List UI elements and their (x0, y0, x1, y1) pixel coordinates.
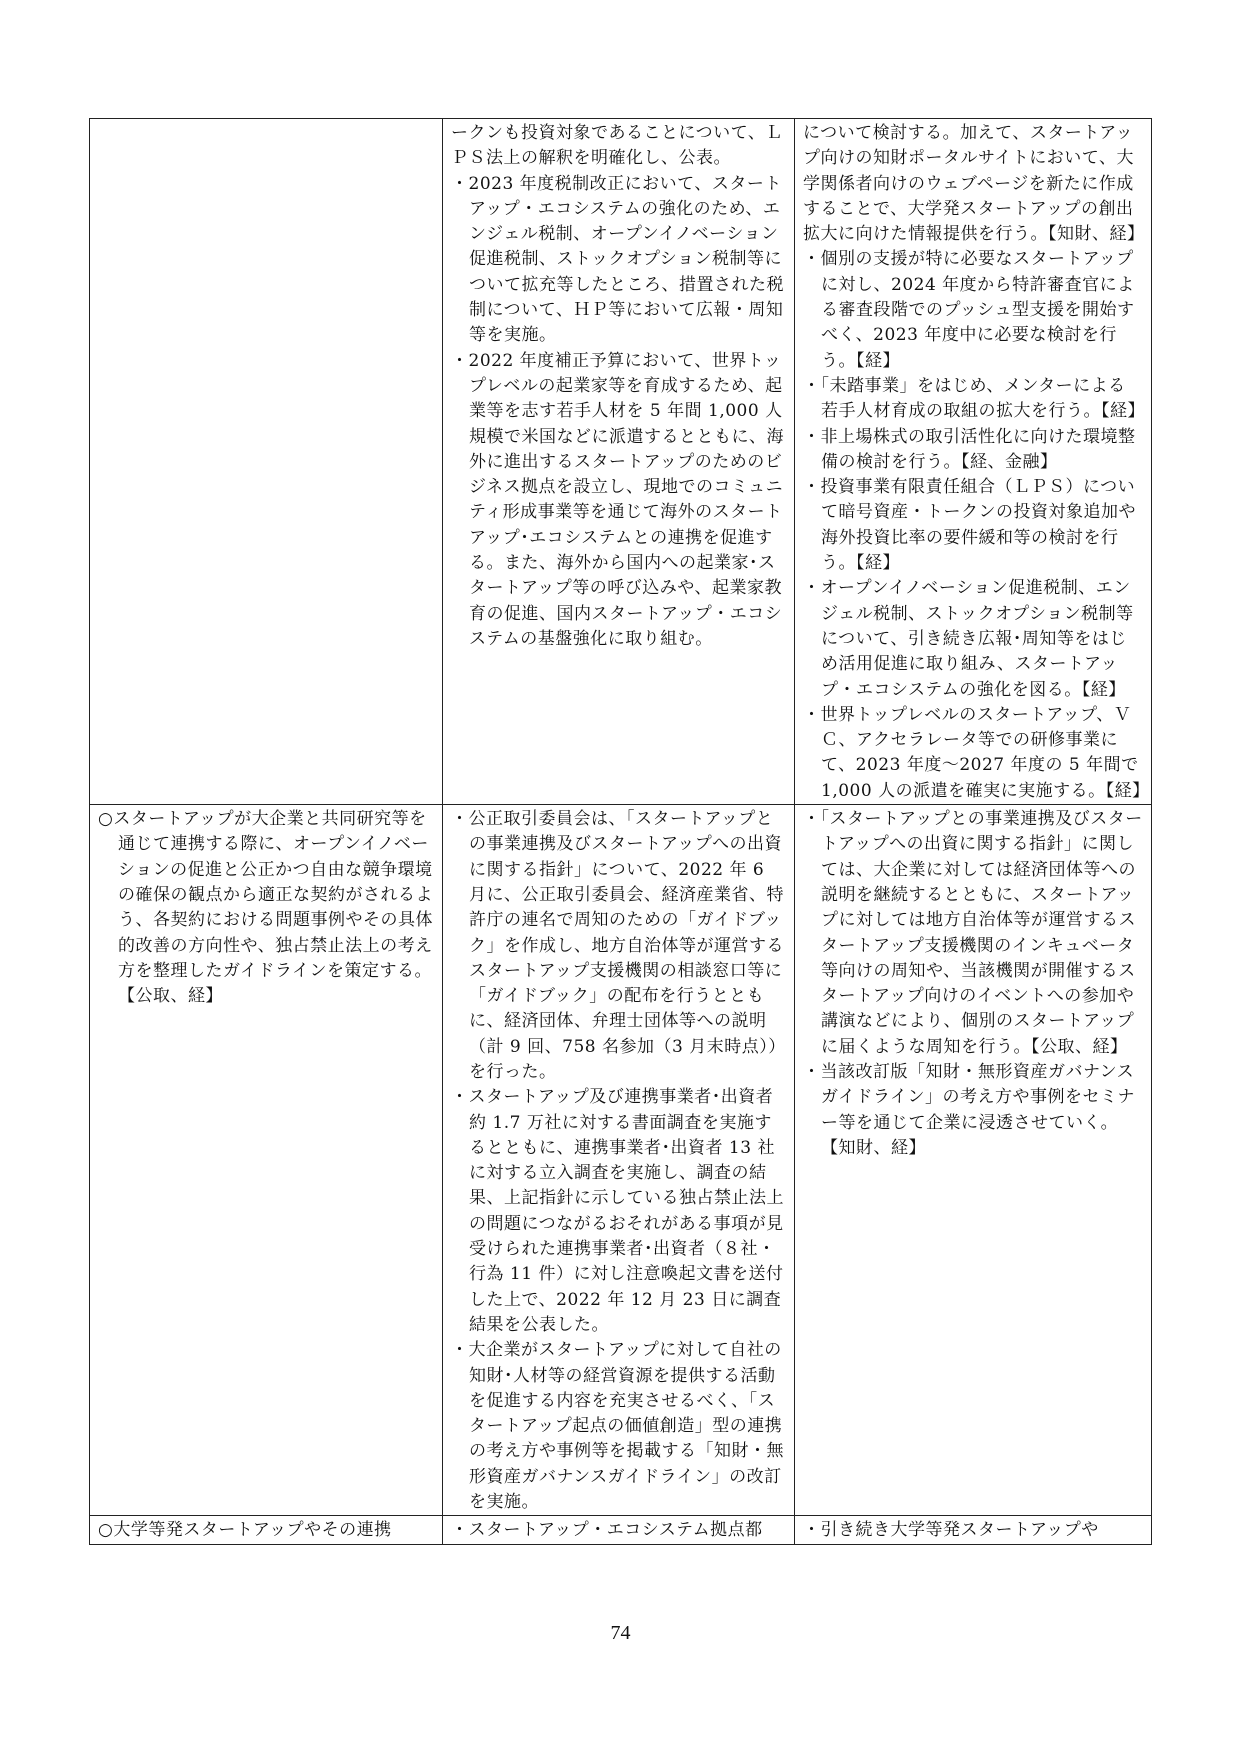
target-item: ○スタートアップが大企業と共同研究等を通じて連携する際に、オープンイノベーションの促進と公正かつ自由な競争環境の確保の観点から適正な契約がされるよう、各契約における問題事例やその具体的改善の方向性や、独占禁止法上の考え方を整理したガイドラインを策定する。【公取、経】 (98, 809, 433, 1007)
list-item: について検討する。加えて、スタートアップ向けの知財ポータルサイトにおいて、大学関係者向けのウェブページを新たに作成することで、大学発スタートアップの創出拡大に向けた情報提供を行う。【知財、経】 (803, 123, 1145, 245)
plan-cell (795, 1516, 1152, 1544)
list-item: ・投資事業有限責任組合（ＬＰＳ）について暗号資産・トークンの投資対象追加や海外投資比率の要件緩和等の検討を行う。【経】 (803, 477, 1136, 574)
list-item: ・「スタートアップとの事業連携及びスタートアップへの出資に関する指針」に関しては、大企業に対しては経済団体等への説明を継続するとともに、スタートアップに対しては地方自治体等が運営するスタートアップ支援機関のインキュベータ等向けの周知や、当該機関が開催するスタートアップ向けのイベントへの参加や講演などにより、個別のスタートアップに届くような周知を行う。【公取、経】 (803, 809, 1143, 1057)
progress-cell (443, 1516, 795, 1544)
progress-cell (443, 805, 795, 1516)
table-row (90, 1516, 1152, 1544)
list-item: ・「未踏事業」をはじめ、メンターによる若手人材育成の取組の拡大を行う。【経】 (803, 375, 1145, 422)
list-item: ・オープンイノベーション促進税制、エンジェル税制、ストックオプション税制等について、引き続き広報･周知等をはじめ活用促進に取り組み、スタートアップ・エコシステムの強化を図る。【経】 (803, 578, 1134, 700)
list-item: ・個別の支援が特に必要なスタートアップに対し、2024 年度から特許審査官による審査段階でのプッシュ型支援を開始すべく、2023 年度中に必要な検討を行う。【経】 (803, 249, 1135, 371)
list-item: ・大企業がスタートアップに対して自社の知財･人材等の経営資源を提供する活動を促進する内容を充実させるべく、「スタートアップ起点の価値創造」型の連携の考え方や事例等を掲載する「知財・無形資産ガバナンスガイドライン」の改訂を実施。 (451, 1340, 784, 1513)
list-item: ・非上場株式の取引活性化に向けた環境整備の検討を行う。【経、金融】 (803, 426, 1136, 472)
target-item: ○大学等発スタートアップやその連携 (98, 1520, 392, 1541)
target-cell (90, 119, 443, 805)
progress-cell (443, 119, 795, 805)
page-number: 74 (610, 1622, 631, 1644)
list-item: ・世界トップレベルのスタートアップ、ＶＣ、アクセラレータ等での研修事業にて、2023 年度～2027 年度の 5 年間で 1,000 人の派遣を確実に実施する。【経】 (803, 704, 1150, 801)
list-item: ・2022 年度補正予算において、世界トップレベルの起業家等を育成するため、起業等を志す若手人材を 5 年間 1,000 人規模で米国などに派遣するとともに、海外に進出するスタートアップのためのビジネス拠点を設立し、現地でのコミュニティ形成事業等を通じて海外のスタートアップ･エコシステムとの連携を促進する。また、海外から国内への起業家･スタートアップ等の呼び込みや、起業家教育の促進、国内スタートアップ・エコシステムの基盤強化に取り組む。 (451, 350, 784, 649)
list-item: ・2023 年度税制改正において、スタートアップ・エコシステムの強化のため、エンジェル税制、オープンイノベーション促進税制、ストックオプション税制等について拡充等したところ、措置された税制について、ＨＰ等において広報・周知等を実施。 (451, 173, 784, 346)
list-item: ・当該改訂版「知財・無形資産ガバナンスガイドライン」の考え方や事例をセミナー等を通じて企業に浸透させていく。【知財、経】 (803, 1061, 1135, 1158)
target-cell (90, 805, 443, 1516)
table-row (90, 805, 1152, 1516)
table-row (90, 119, 1152, 805)
list-item: ・スタートアップ・エコシステム拠点都 (451, 1520, 763, 1541)
target-cell (90, 1516, 443, 1544)
list-item: ・スタートアップ及び連携事業者･出資者約 1.7 万社に対する書面調査を実施するとともに、連携事業者･出資者 13 社に対する立入調査を実施し、調査の結果、上記指針に示している独占禁止法上の問題につながるおそれがある事項が見受けられた連携事業者･出資者（８社・行為 11 件）に対し注意喚起文書を送付した上で、2022 年 12 月 23 日に調査結果を公表した。 (451, 1087, 784, 1335)
list-item: ・公正取引委員会は、「スタートアップとの事業連携及びスタートアップへの出資に関する指針」について、2022 年 6 月に、公正取引委員会、経済産業省、特許庁の連名で周知のための「ガイドブック」を作成し、地方自治体等が運営するスタートアップ支援機関の相談窓口等に「ガイドブック」の配布を行うとともに、経済団体、弁理士団体等への説明（計 9 回、758 名参加（3 月末時点））を行った。 (451, 809, 786, 1082)
plan-cell (795, 119, 1152, 805)
plan-cell (795, 805, 1152, 1516)
list-item: ・引き続き大学等発スタートアップや (803, 1520, 1099, 1541)
policy-table (89, 118, 1152, 1545)
list-item: ークンも投資対象であることについて、ＬＰＳ法上の解釈を明確化し、公表。 (451, 123, 783, 169)
